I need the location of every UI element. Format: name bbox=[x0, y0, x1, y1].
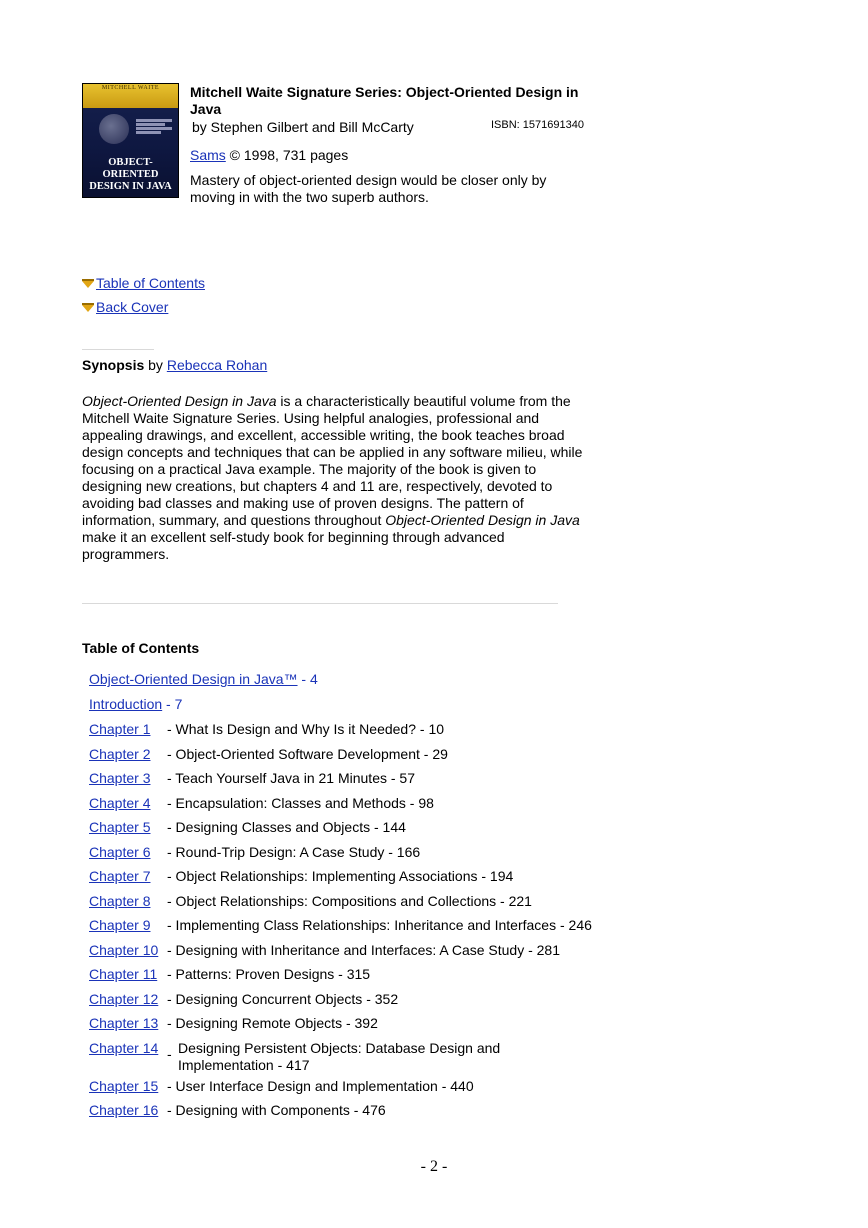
book-blurb: Mastery of object-oriented design would be closer only by moving in with the two superb authors. bbox=[190, 172, 547, 205]
chapter-title: - Object Relationships: Compositions and Collections - 221 bbox=[167, 893, 532, 909]
chapter-link[interactable]: Chapter 14 bbox=[89, 1040, 159, 1056]
cover-series-band: MITCHELL WAITE bbox=[83, 84, 178, 108]
chapter-title: - Designing with Inheritance and Interfaces: A Case Study - 281 bbox=[167, 942, 561, 958]
chapter-title: - Round-Trip Design: A Case Study - 166 bbox=[167, 844, 421, 860]
divider bbox=[82, 349, 154, 350]
book-authors: by Stephen Gilbert and Bill McCarty bbox=[192, 119, 414, 135]
book-cover-image bbox=[82, 83, 179, 198]
book-isbn: ISBN: 1571691340 bbox=[491, 119, 584, 131]
synopsis-by: by bbox=[144, 357, 167, 373]
chapter-link[interactable]: Chapter 11 bbox=[89, 966, 158, 982]
chapter-link[interactable]: Chapter 6 bbox=[89, 844, 151, 860]
table-of-contents-link[interactable]: Table of Contents bbox=[96, 275, 205, 291]
toc-heading: Table of Contents bbox=[82, 640, 200, 656]
synopsis-title: Synopsis bbox=[82, 357, 145, 373]
chapter-link[interactable]: Chapter 13 bbox=[89, 1015, 159, 1031]
toc-introduction-link[interactable]: Introduction bbox=[89, 696, 163, 712]
chapter-link[interactable]: Chapter 9 bbox=[89, 917, 151, 933]
chapter-link[interactable]: Chapter 16 bbox=[89, 1102, 159, 1118]
synopsis-part-2: make it an excellent self-study book for beginning through advanced programmers. bbox=[82, 529, 505, 562]
toc-page-ref: - 7 bbox=[162, 696, 183, 712]
chapter-title: - Patterns: Proven Designs - 315 bbox=[167, 966, 371, 982]
chapter-link[interactable]: Chapter 7 bbox=[89, 868, 151, 884]
synopsis-book-title: Object-Oriented Design in Java bbox=[82, 393, 277, 409]
chapter-title: - Designing Remote Objects - 392 bbox=[167, 1015, 378, 1031]
chapter-link[interactable]: Chapter 3 bbox=[89, 770, 151, 786]
toc-page-ref: - 4 bbox=[297, 671, 318, 687]
synopsis-text bbox=[82, 393, 594, 563]
chapter-link[interactable]: Chapter 1 bbox=[89, 721, 151, 737]
chapter-link[interactable]: Chapter 12 bbox=[89, 991, 159, 1007]
cover-emblem bbox=[99, 114, 129, 144]
cover-subtext bbox=[136, 118, 172, 135]
synopsis-part-1: is a characteristically beautiful volume from the Mitchell Waite Signature Series. Using helpful analogies, professional and appealing drawings, and excellent, accessible writing, the book teaches broad design concepts and techniques that can be applied in any software milieu, while focusing on a practical Java example. The majority of the book is given to designing new creations, but chapters 4 and 11 are, respectively, devoted to avoiding bad classes and making use of proven designs. The pattern of information, summary, and questions throughout bbox=[82, 393, 583, 528]
chapter-title: Designing Persistent Objects: Database Design and Implementation - 417 bbox=[178, 1040, 501, 1073]
chapter-link[interactable]: Chapter 15 bbox=[89, 1078, 159, 1094]
publisher-info bbox=[190, 147, 348, 163]
back-cover-link[interactable]: Back Cover bbox=[96, 299, 169, 315]
chapter-title: - Designing Classes and Objects - 144 bbox=[167, 819, 406, 835]
chapter-link[interactable]: Chapter 4 bbox=[89, 795, 151, 811]
chapter-title: - Object-Oriented Software Development - 29 bbox=[167, 746, 448, 762]
chapter-link[interactable]: Chapter 8 bbox=[89, 893, 151, 909]
chapter-title: - What Is Design and Why Is it Needed? - 10 bbox=[167, 721, 445, 737]
back-cover-nav bbox=[82, 299, 168, 315]
chapter-title: - User Interface Design and Implementation - 440 bbox=[167, 1078, 474, 1094]
chapter-link[interactable]: Chapter 5 bbox=[89, 819, 151, 835]
cover-title: OBJECT-ORIENTED DESIGN IN JAVA bbox=[89, 157, 172, 192]
publication-details: © 1998, 731 pages bbox=[225, 147, 349, 163]
chapter-link[interactable]: Chapter 10 bbox=[89, 942, 159, 958]
synopsis-heading bbox=[82, 357, 267, 373]
reviewer-link[interactable]: Rebecca Rohan bbox=[166, 357, 268, 373]
chapter-title: - Object Relationships: Implementing Associations - 194 bbox=[167, 868, 514, 884]
chapter-link[interactable]: Chapter 2 bbox=[89, 746, 151, 762]
publisher-link[interactable]: Sams bbox=[190, 147, 226, 163]
chapter-title: - Teach Yourself Java in 21 Minutes - 57 bbox=[167, 770, 416, 786]
book-title: Mitchell Waite Signature Series: Object-Oriented Design in Java bbox=[190, 84, 579, 117]
divider bbox=[82, 603, 558, 604]
toc-nav bbox=[82, 275, 205, 291]
chapter-title: - Designing Concurrent Objects - 352 bbox=[167, 991, 399, 1007]
chapter-title: - Designing with Components - 476 bbox=[167, 1102, 386, 1118]
page-number: - 2 - bbox=[420, 1158, 448, 1175]
synopsis-book-title-2: Object-Oriented Design in Java bbox=[385, 512, 580, 528]
chapter-dash: - bbox=[167, 1046, 172, 1062]
arrow-down-icon bbox=[82, 281, 94, 288]
toc-front-link[interactable]: Object-Oriented Design in Java™ bbox=[89, 671, 298, 687]
arrow-down-icon bbox=[82, 305, 94, 312]
chapter-title: - Implementing Class Relationships: Inheritance and Interfaces - 246 bbox=[167, 917, 592, 933]
chapter-title: - Encapsulation: Classes and Methods - 98 bbox=[167, 795, 434, 811]
